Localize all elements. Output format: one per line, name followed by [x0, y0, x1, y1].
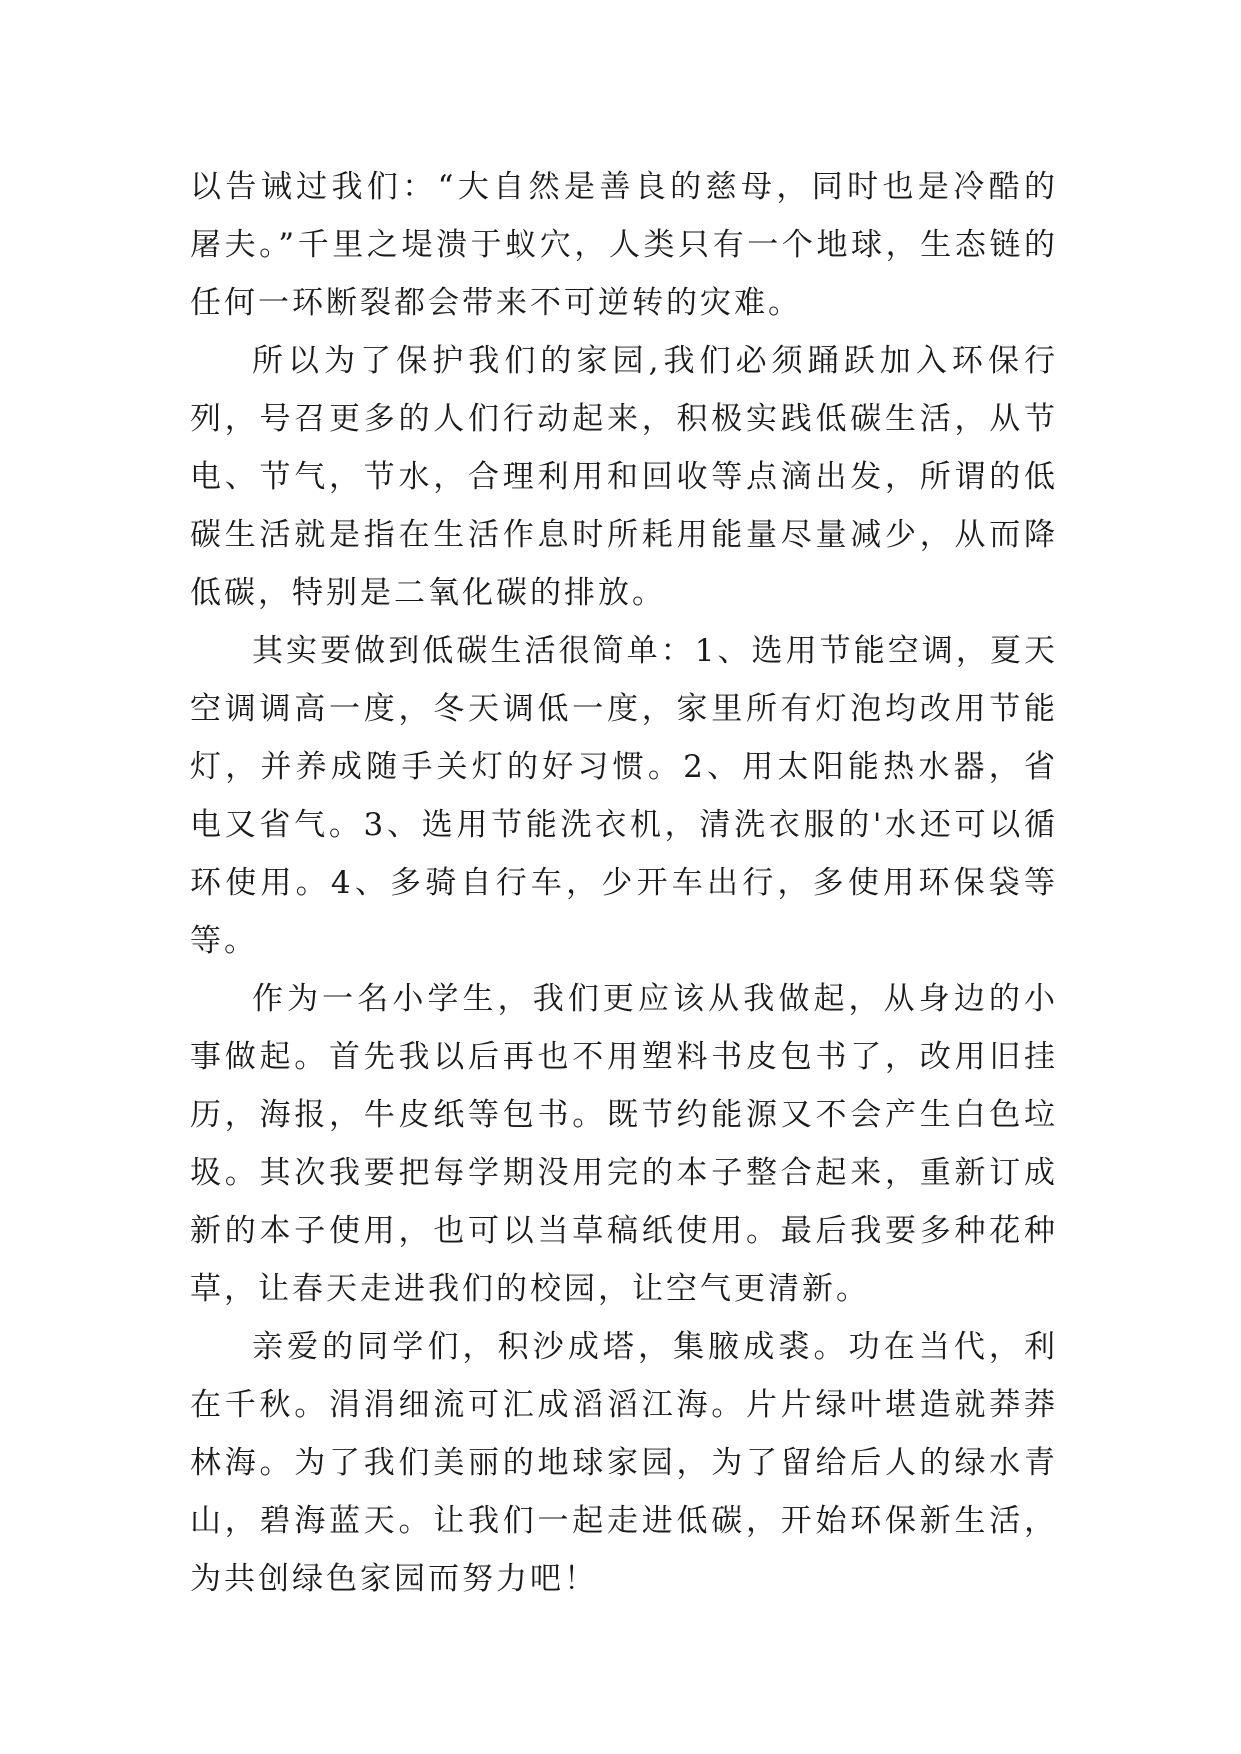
- document-body: [190, 158, 1058, 1608]
- paragraph: 所以为了保护我们的家园,我们必须踊跃加入环保行列，号召更多的人们行动起来，积极实践低碳生活，从节电、节气，节水，合理利用和回收等点滴出发，所谓的低碳生活就是指在生活作息时所耗用能量尽量减少，从而降低碳，特别是二氧化碳的排放。: [190, 343, 1058, 611]
- paragraph: 亲爱的同学们，积沙成塔，集腋成裘。功在当代，利在千秋。涓涓细流可汇成滔滔江海。片片绿叶堪造就莽莽林海。为了我们美丽的地球家园，为了留给后人的绿水青山，碧海蓝天。让我们一起走进低碳，开始环保新生活，为共创绿色家园而努力吧！: [190, 1329, 1058, 1597]
- paragraph-continued: 以告诫过我们：“大自然是善良的慈母，同时也是冷酷的屠夫。”千里之堤溃于蚁穴，人类只有一个地球，生态链的任何一环断裂都会带来不可逆转的灾难。: [190, 169, 1058, 321]
- paragraph: 其实要做到低碳生活很简单：1、选用节能空调，夏天空调调高一度，冬天调低一度，家里所有灯泡均改用节能灯，并养成随手关灯的好习惯。2、用太阳能热水器，省电又省气。3、选用节能洗衣机，清洗衣服的'水还可以循环使用。4、多骑自行车，少开车出行，多使用环保袋等等。: [190, 633, 1058, 959]
- paragraph: 作为一名小学生，我们更应该从我做起，从身边的小事做起。首先我以后再也不用塑料书皮包书了，改用旧挂历，海报，牛皮纸等包书。既节约能源又不会产生白色垃圾。其次我要把每学期没用完的本子整合起来，重新订成新的本子使用，也可以当草稿纸使用。最后我要多种花种草，让春天走进我们的校园，让空气更清新。: [190, 981, 1058, 1307]
